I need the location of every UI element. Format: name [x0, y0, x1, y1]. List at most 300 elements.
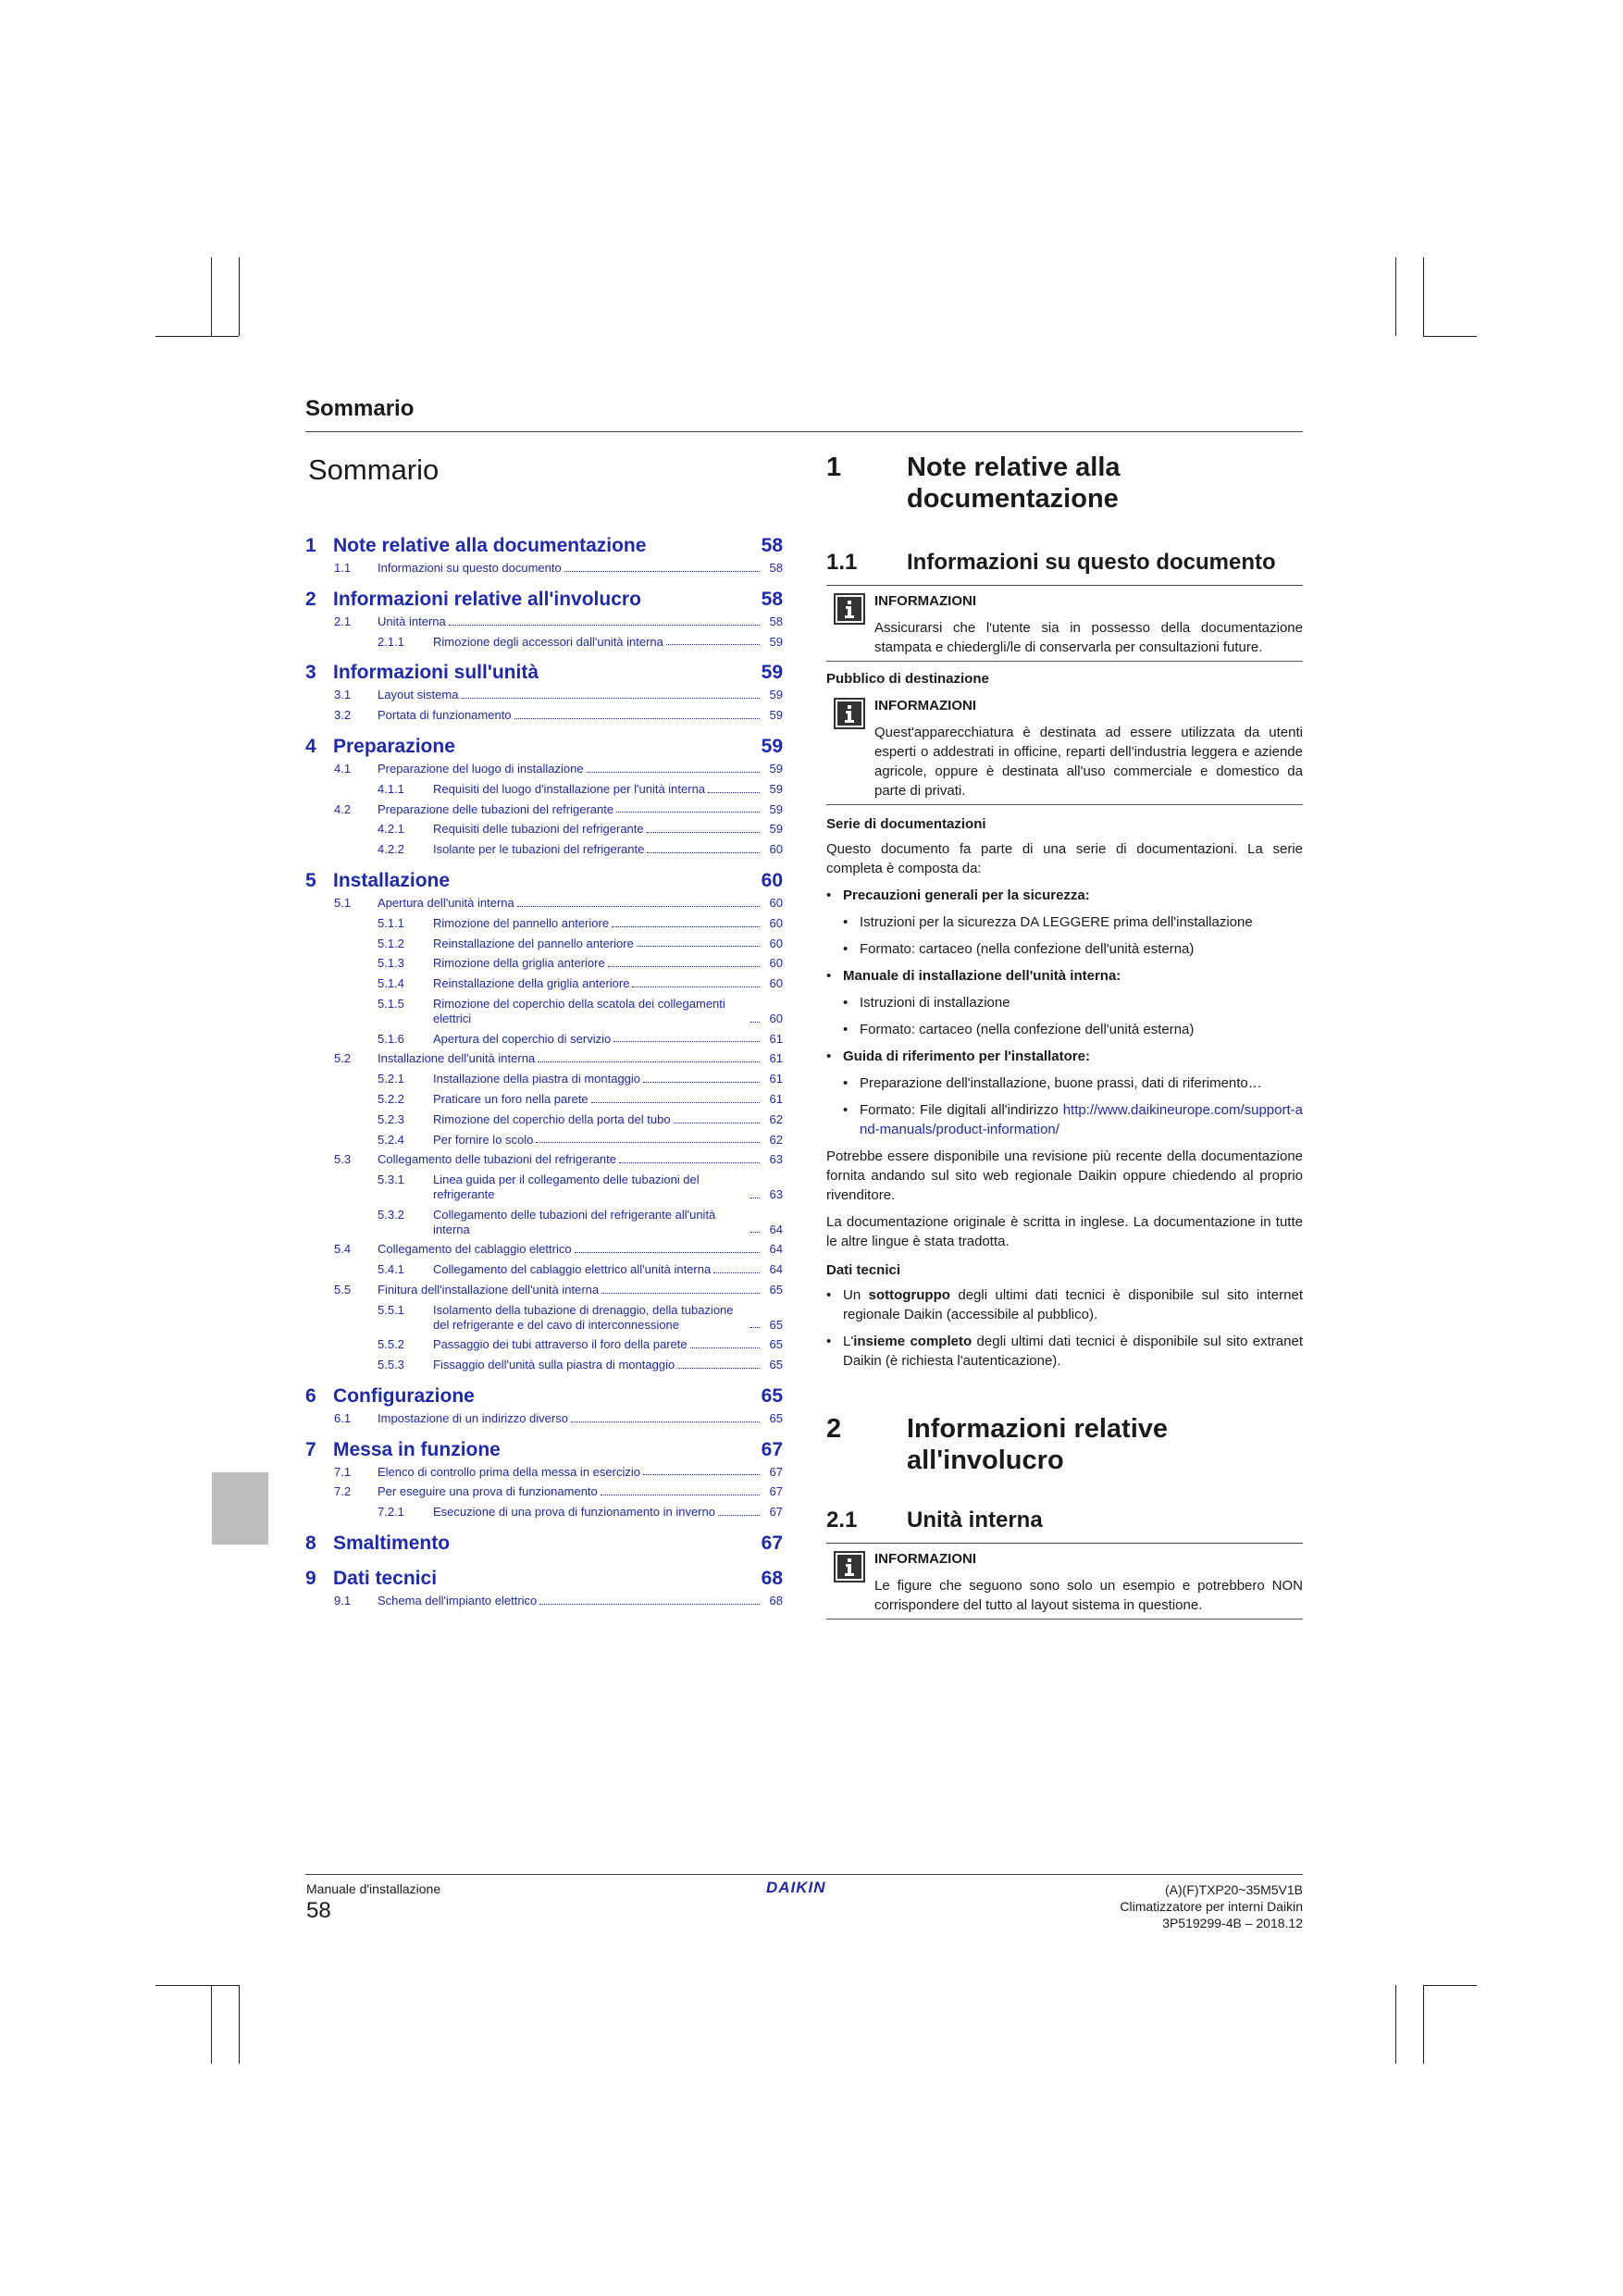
- toc-entry-number: 5.3: [334, 1152, 352, 1167]
- info-title: INFORMAZIONI: [874, 698, 976, 714]
- toc-chapter[interactable]: [305, 1385, 783, 1408]
- toc-leader: [643, 1082, 760, 1083]
- bullet-text: Formato: File digitali all'indirizzo: [860, 1102, 1063, 1118]
- bullet-item: • Formato: File digitali all'indirizzo http://www.daikineurope.com/support-and-manuals/product-information/: [843, 1102, 1303, 1137]
- header-rule: [305, 431, 1303, 432]
- section-title: Informazioni su questo documento: [907, 550, 1276, 575]
- bullet-item: • Formato: cartaceo (nella confezione dell'unità esterna): [843, 1020, 1303, 1039]
- subheading-dati: Dati tecnici: [826, 1262, 901, 1278]
- toc-leader: [750, 1232, 760, 1233]
- toc-entry-page: 58: [769, 561, 783, 575]
- bullet-item: • Manuale di installazione dell'unità interna:: [826, 966, 1303, 986]
- toc-entry-title: Impostazione di un indirizzo diverso: [378, 1410, 568, 1425]
- section-number: 1.1: [826, 550, 858, 575]
- toc-chapter-page: 58: [761, 588, 783, 610]
- toc-entry[interactable]: [305, 1072, 783, 1086]
- toc-entry[interactable]: [305, 1411, 783, 1426]
- toc-entry-number: 4.2.2: [378, 842, 404, 857]
- toc-entry-page: 59: [769, 801, 783, 816]
- crop-mark: [1423, 257, 1424, 336]
- bullet-text: Un: [843, 1287, 869, 1303]
- toc-chapter-page: 67: [761, 1533, 783, 1555]
- toc-entry-number: 5.2.2: [378, 1091, 404, 1106]
- toc-entry-page: 63: [769, 1186, 783, 1201]
- bullet-item: • Un sottogruppo degli ultimi dati tecnici è disponibile sul sito internet regionale Daikin (accessibile al pubblico).: [826, 1287, 1303, 1322]
- info-text: Le figure che seguono sono solo un esempio e potrebbero NON corrispondere del tutto al layout sistema in questione.: [874, 1578, 1303, 1613]
- toc-leader: [666, 644, 760, 645]
- toc-entry-title: Requisiti delle tubazioni del refrigerante: [433, 822, 644, 837]
- table-of-contents: [305, 535, 783, 1608]
- toc-entry-page: 60: [769, 936, 783, 950]
- toc-entry[interactable]: [305, 1358, 783, 1372]
- bullet-item: • L'insieme completo degli ultimi dati tecnici è disponibile sul sito extranet Daikin (è richiesta l'autenticazione).: [826, 1334, 1303, 1369]
- chapter-number: 1: [826, 453, 842, 482]
- toc-chapter-number: 8: [305, 1533, 316, 1555]
- info-icon: [834, 1551, 865, 1582]
- toc-entry-page: 68: [769, 1594, 783, 1608]
- toc-entry[interactable]: [305, 614, 783, 629]
- toc-entry-page: 65: [769, 1317, 783, 1332]
- toc-leader: [643, 1474, 760, 1475]
- toc-chapter[interactable]: [305, 1568, 783, 1590]
- toc-entry-title: Per fornire lo scolo: [433, 1132, 534, 1147]
- chapter-title-line: all'involucro: [907, 1446, 1064, 1475]
- info-box: [826, 593, 1303, 662]
- chapter-2-heading: [826, 1413, 1303, 1476]
- toc-chapter-number: 5: [305, 869, 316, 891]
- toc-entry-title: Schema dell'impianto elettrico: [378, 1594, 538, 1608]
- toc-entry-page: 65: [769, 1358, 783, 1372]
- toc-entry-number: 9.1: [334, 1594, 352, 1608]
- footer-manual-title: Manuale d'installazione: [306, 1881, 441, 1896]
- toc-leader: [536, 1142, 760, 1143]
- bullet-item: • Istruzioni per la sicurezza DA LEGGERE prima dell'installazione: [843, 912, 1303, 932]
- toc-entry[interactable]: [305, 1051, 783, 1066]
- toc-entry-title: Collegamento delle tubazioni del refrigerante all'unità interna: [433, 1207, 716, 1236]
- toc-entry[interactable]: [305, 842, 783, 857]
- crop-mark: [155, 336, 239, 337]
- toc-entry[interactable]: [305, 782, 783, 797]
- toc-entry-page: 62: [769, 1132, 783, 1147]
- toc-leader: [591, 1102, 760, 1103]
- toc-leader: [575, 1252, 760, 1253]
- toc-entry-number: 5.1.5: [378, 996, 404, 1011]
- toc-entry-page: 67: [769, 1484, 783, 1499]
- toc-entry[interactable]: [305, 1112, 783, 1127]
- toc-entry-title: Rimozione degli accessori dall'unità interna: [433, 634, 663, 649]
- toc-leader: [690, 1347, 760, 1348]
- toc-chapter-page: 58: [761, 535, 783, 556]
- toc-entry-title: Apertura del coperchio di servizio: [433, 1031, 612, 1046]
- toc-entry-page: 67: [769, 1464, 783, 1479]
- toc-chapter-page: 67: [761, 1438, 783, 1460]
- bullet-text: Istruzioni di installazione: [860, 995, 1010, 1011]
- toc-entry[interactable]: [305, 1505, 783, 1520]
- toc-entry[interactable]: [305, 561, 783, 576]
- toc-chapter[interactable]: [305, 662, 783, 684]
- toc-leader: [514, 718, 760, 719]
- toc-entry-title: Apertura dell'unità interna: [378, 895, 514, 910]
- toc-leader: [612, 926, 760, 927]
- toc-chapter-number: 2: [305, 588, 316, 610]
- bullet-item: • Guida di riferimento per l'installatore:: [826, 1047, 1303, 1066]
- crop-mark: [1395, 1985, 1396, 2064]
- section-1-1-heading: [826, 550, 1303, 576]
- toc-entry[interactable]: [305, 956, 783, 971]
- toc-entry[interactable]: [305, 1484, 783, 1499]
- toc-entry-page: 61: [769, 1031, 783, 1046]
- toc-entry-number: 5.2.4: [378, 1132, 404, 1147]
- toc-chapter-title: Note relative alla documentazione: [333, 535, 647, 556]
- toc-entry-page: 63: [769, 1152, 783, 1167]
- toc-entry[interactable]: [305, 937, 783, 951]
- toc-entry-number: 5.2.1: [378, 1072, 404, 1086]
- chapter-title-line: Note relative alla: [907, 453, 1121, 482]
- toc-entry[interactable]: [305, 635, 783, 650]
- toc-leader: [637, 946, 760, 947]
- bullet-item: • Istruzioni di installazione: [843, 993, 1303, 1012]
- toc-entry-number: 5.2: [334, 1051, 352, 1066]
- toc-entry-number: 1.1: [334, 561, 352, 575]
- bullet-item: • Formato: cartaceo (nella confezione dell'unità esterna): [843, 939, 1303, 959]
- toc-entry-title: Reinstallazione del pannello anteriore: [433, 936, 634, 950]
- bullet-text: degli ultimi dati tecnici è disponibile sul sito internet regionale Daikin (accessibile al pubblico).: [843, 1287, 1303, 1322]
- toc-entry-title: Fissaggio dell'unità sulla piastra di montaggio: [433, 1358, 675, 1372]
- toc-entry-number: 7.2: [334, 1484, 352, 1499]
- bullet-text: Formato: cartaceo (nella confezione dell'unità esterna): [860, 941, 1195, 957]
- toc-entry-page: 60: [769, 976, 783, 991]
- toc-entry-page: 62: [769, 1111, 783, 1126]
- toc-entry-number: 3.1: [334, 688, 352, 702]
- toc-chapter-page: 59: [761, 662, 783, 684]
- toc-entry[interactable]: [305, 896, 783, 911]
- crop-mark: [155, 1985, 239, 1986]
- toc-entry-title: Requisiti del luogo d'installazione per l'unità interna: [433, 781, 706, 796]
- toc-entry-page: 59: [769, 634, 783, 649]
- bullet-item: • Preparazione dell'installazione, buone prassi, dati di riferimento…: [843, 1074, 1303, 1093]
- bullet-item: • Precauzioni generali per la sicurezza:: [826, 886, 1303, 905]
- info-title: INFORMAZIONI: [874, 593, 976, 609]
- toc-leader: [587, 772, 760, 773]
- toc-chapter-page: 59: [761, 735, 783, 757]
- toc-entry-title: Esecuzione di una prova di funzionamento in inverno: [433, 1505, 715, 1520]
- toc-entry-title: Rimozione del coperchio della scatola dei collegamenti elettrici: [433, 996, 725, 1025]
- toc-entry[interactable]: [305, 916, 783, 931]
- chapter-number: 2: [826, 1414, 842, 1444]
- toc-chapter-title: Installazione: [333, 869, 451, 891]
- toc-leader: [608, 966, 760, 967]
- toc-chapter-page: 65: [761, 1384, 783, 1407]
- toc-entry-title: Finitura dell'installazione dell'unità interna: [378, 1282, 600, 1297]
- footer-model-block: [1120, 1881, 1303, 1931]
- toc-entry-number: 4.2: [334, 801, 352, 816]
- info-box: [826, 1551, 1303, 1620]
- toc-chapter-number: 7: [305, 1438, 316, 1460]
- toc-leader: [718, 1515, 760, 1516]
- toc-entry-title: Rimozione del pannello anteriore: [433, 915, 610, 930]
- toc-entry[interactable]: [305, 1283, 783, 1297]
- toc-entry[interactable]: [305, 1337, 783, 1352]
- toc-entry-number: 4.1: [334, 761, 352, 776]
- crop-mark: [239, 257, 240, 336]
- toc-entry-page: 60: [769, 842, 783, 857]
- toc-entry-title: Installazione della piastra di montaggio: [433, 1072, 641, 1086]
- toc-entry-title: Preparazione delle tubazioni del refrigerante: [378, 801, 614, 816]
- toc-entry-title: Unità interna: [378, 614, 446, 628]
- toc-entry-title: Installazione dell'unità interna: [378, 1051, 536, 1066]
- toc-entry[interactable]: [305, 762, 783, 776]
- toc-entry-title: Informazioni su questo documento: [378, 561, 562, 575]
- toc-entry-number: 7.2.1: [378, 1505, 404, 1520]
- toc-leader: [647, 832, 760, 833]
- crop-mark: [1423, 1985, 1477, 1986]
- toc-entry-title: Praticare un foro nella parete: [433, 1091, 588, 1106]
- toc-entry-number: 5.2.3: [378, 1111, 404, 1126]
- toc-leader: [538, 1061, 760, 1062]
- toc-entry-page: 64: [769, 1242, 783, 1257]
- toc-entry-page: 59: [769, 822, 783, 837]
- running-header: Sommario: [305, 396, 415, 421]
- info-text: Quest'apparecchiatura è destinata ad essere utilizzata da utenti esperti o addestrati in officine, reparti dell'industria leggera e aziende agricole, oppure è destinata all'uso commerciale e domestico da parte di privati.: [874, 725, 1303, 799]
- toc-entry-title: Collegamento del cablaggio elettrico all'unità interna: [433, 1262, 712, 1277]
- footer-code: 3P519299-4B – 2018.12: [1162, 1916, 1303, 1930]
- info-icon: [834, 698, 865, 729]
- toc-entry[interactable]: [305, 1173, 783, 1202]
- toc-chapter[interactable]: [305, 1533, 783, 1555]
- toc-leader: [517, 906, 760, 907]
- toc-entry-title: Isolamento della tubazione di drenaggio, della tubazione del refrigerante e del cavo di interconnessione: [433, 1302, 734, 1332]
- toc-chapter-title: Informazioni relative all'involucro: [333, 588, 641, 610]
- toc-leader: [619, 1162, 760, 1163]
- section-number: 2.1: [826, 1508, 858, 1533]
- right-column: [826, 452, 1303, 1620]
- toc-entry-number: 5.1.6: [378, 1031, 404, 1046]
- toc-leader: [750, 1022, 760, 1023]
- toc-chapter-page: 68: [761, 1568, 783, 1590]
- footer-rule: [305, 1874, 1303, 1875]
- toc-chapter-title: Messa in funzione: [333, 1438, 501, 1460]
- subheading-pubblico: Pubblico di destinazione: [826, 671, 989, 687]
- toc-entry-number: 5.1.4: [378, 976, 404, 991]
- paragraph: Questo documento fa parte di una serie di documentazioni. La serie completa è composta da:: [826, 841, 1303, 876]
- toc-leader: [564, 571, 760, 572]
- toc-entry-title: Portata di funzionamento: [378, 708, 512, 723]
- crop-mark: [239, 1985, 240, 2064]
- toc-leader: [713, 1272, 760, 1273]
- toc-chapter-title: Configurazione: [333, 1384, 475, 1407]
- toc-entry-number: 5.3.1: [378, 1173, 404, 1187]
- toc-chapter-number: 4: [305, 735, 316, 757]
- toc-chapter-title: Informazioni sull'unità: [333, 662, 539, 684]
- toc-entry-number: 5.3.2: [378, 1207, 404, 1222]
- toc-entry[interactable]: [305, 976, 783, 991]
- bullet-text: Formato: cartaceo (nella confezione dell'unità esterna): [860, 1022, 1195, 1037]
- info-title: INFORMAZIONI: [874, 1551, 976, 1567]
- toc-leader: [708, 792, 760, 793]
- toc-entry-page: 65: [769, 1410, 783, 1425]
- toc-entry[interactable]: [305, 822, 783, 837]
- toc-entry-title: Per eseguire una prova di funzionamento: [378, 1484, 598, 1499]
- toc-entry-title: Passaggio dei tubi attraverso il foro della parete: [433, 1337, 688, 1352]
- crop-mark: [1423, 336, 1477, 337]
- toc-entry-title: Rimozione del coperchio della porta del tubo: [433, 1111, 671, 1126]
- toc-entry-page: 61: [769, 1051, 783, 1066]
- footer-desc: Climatizzatore per interni Daikin: [1120, 1899, 1303, 1914]
- toc-leader: [613, 1041, 760, 1042]
- crop-mark: [211, 257, 212, 336]
- toc-chapter-page: 60: [761, 869, 783, 891]
- toc-entry[interactable]: [305, 1303, 783, 1333]
- toc-entry-number: 5.1: [334, 895, 352, 910]
- toc-leader: [539, 1604, 760, 1605]
- info-text: Assicurarsi che l'utente sia in possesso della documentazione stampata e chiedergli/le di conservarla per consultazioni future.: [874, 620, 1303, 655]
- toc-entry-page: 64: [769, 1262, 783, 1277]
- toc-leader: [601, 1495, 760, 1496]
- toc-entry-number: 5.4: [334, 1242, 352, 1257]
- toc-entry-number: 5.1.3: [378, 956, 404, 971]
- toc-chapter-title: Preparazione: [333, 735, 455, 757]
- toc-entry-page: 60: [769, 915, 783, 930]
- toc-chapter-number: 9: [305, 1568, 316, 1590]
- toc-entry-title: Reinstallazione della griglia anteriore: [433, 976, 630, 991]
- bullet-text: Manuale di installazione dell'unità interna:: [843, 968, 1121, 984]
- toc-entry-number: 4.2.1: [378, 822, 404, 837]
- toc-entry-page: 65: [769, 1337, 783, 1352]
- toc-entry-page: 59: [769, 761, 783, 776]
- toc-entry[interactable]: [305, 1465, 783, 1480]
- toc-leader: [647, 852, 760, 853]
- toc-chapter[interactable]: [305, 870, 783, 892]
- toc-entry-page: 59: [769, 688, 783, 702]
- toc-chapter[interactable]: [305, 589, 783, 611]
- toc-entry-page: 65: [769, 1282, 783, 1297]
- toc-entry[interactable]: [305, 1594, 783, 1608]
- toc-entry-page: 61: [769, 1072, 783, 1086]
- footer-model: (A)(F)TXP20~35M5V1B: [1165, 1882, 1303, 1897]
- toc-entry-number: 7.1: [334, 1464, 352, 1479]
- toc-leader: [571, 1421, 760, 1422]
- toc-entry[interactable]: [305, 802, 783, 817]
- toc-entry-title: Linea guida per il collegamento delle tubazioni del refrigerante: [433, 1173, 700, 1201]
- toc-entry-page: 64: [769, 1222, 783, 1236]
- toc-entry-title: Isolante per le tubazioni del refrigerante: [433, 842, 645, 857]
- toc-leader: [449, 625, 760, 626]
- toc-entry-page: 58: [769, 614, 783, 628]
- toc-entry-title: Elenco di controllo prima della messa in esercizio: [378, 1464, 640, 1479]
- toc-entry-page: 60: [769, 1011, 783, 1025]
- bullet-text: Istruzioni per la sicurezza DA LEGGERE prima dell'installazione: [860, 914, 1253, 930]
- toc-entry-number: 5.5.1: [378, 1302, 404, 1317]
- toc-entry-title: Collegamento del cablaggio elettrico: [378, 1242, 572, 1257]
- bullet-bold: sottogruppo: [868, 1287, 950, 1303]
- info-icon: [834, 593, 865, 625]
- toc-entry[interactable]: [305, 688, 783, 702]
- toc-leader: [601, 1293, 760, 1294]
- section-rule: [826, 1543, 1303, 1544]
- toc-chapter[interactable]: [305, 736, 783, 758]
- toc-entry[interactable]: [305, 708, 783, 723]
- toc-entry[interactable]: [305, 1242, 783, 1257]
- section-rule: [826, 585, 1303, 586]
- bullet-bold: insieme completo: [853, 1334, 973, 1349]
- toc-entry-page: 67: [769, 1505, 783, 1520]
- toc-entry-page: 59: [769, 781, 783, 796]
- toc-leader: [461, 698, 760, 699]
- chapter-title-line: documentazione: [907, 484, 1119, 514]
- toc-entry[interactable]: [305, 1208, 783, 1237]
- toc-entry-number: 5.1.2: [378, 936, 404, 950]
- toc-entry-title: Collegamento delle tubazioni del refrigerante: [378, 1152, 616, 1167]
- toc-chapter-title: Dati tecnici: [333, 1568, 438, 1590]
- toc-entry-number: 5.5.2: [378, 1337, 404, 1352]
- toc-entry-number: 5.5: [334, 1282, 352, 1297]
- toc-entry-title: Rimozione della griglia anteriore: [433, 956, 605, 971]
- paragraph: La documentazione originale è scritta in inglese. La documentazione in tutte le altre lingue è stata tradotta.: [826, 1214, 1303, 1249]
- toc-leader: [616, 812, 760, 813]
- chapter-title-line: Informazioni relative: [907, 1414, 1169, 1444]
- crop-mark: [1395, 257, 1396, 336]
- toc-entry-title: Layout sistema: [378, 688, 459, 702]
- thumb-tab: [212, 1472, 268, 1545]
- toc-entry[interactable]: [305, 1032, 783, 1047]
- toc-entry-number: 5.1.1: [378, 915, 404, 930]
- toc-entry[interactable]: [305, 1092, 783, 1107]
- section-2-1-heading: [826, 1508, 1303, 1533]
- toc-entry-number: 5.5.3: [378, 1358, 404, 1372]
- bullet-text: Precauzioni generali per la sicurezza:: [843, 887, 1090, 903]
- bullet-text: L': [843, 1334, 854, 1349]
- toc-leader: [677, 1368, 760, 1369]
- toc-chapter-title: Smaltimento: [333, 1533, 451, 1555]
- toc-chapter[interactable]: [305, 535, 783, 557]
- toc-entry[interactable]: [305, 1133, 783, 1148]
- toc-entry[interactable]: [305, 1152, 783, 1167]
- toc-entry-page: 60: [769, 895, 783, 910]
- toc-entry-number: 6.1: [334, 1410, 352, 1425]
- toc-entry-number: 3.2: [334, 708, 352, 723]
- toc-entry-number: 2.1: [334, 614, 352, 628]
- paragraph: Potrebbe essere disponibile una revisione più recente della documentazione fornita andando sul sito web regionale Daikin oppure chiedendo al proprio rivenditore.: [826, 1148, 1303, 1203]
- toc-entry-number: 2.1.1: [378, 634, 404, 649]
- toc-entry[interactable]: [305, 1262, 783, 1277]
- toc-title: Sommario: [308, 453, 440, 486]
- toc-chapter-number: 3: [305, 662, 316, 684]
- toc-entry-page: 60: [769, 956, 783, 971]
- toc-leader: [750, 1327, 760, 1328]
- crop-mark: [211, 1985, 212, 2064]
- bullet-text: Preparazione dell'installazione, buone prassi, dati di riferimento…: [860, 1075, 1262, 1091]
- bullet-text: degli ultimi dati tecnici è disponibile sul sito extranet Daikin (è richiesta l'autenticazione).: [843, 1334, 1303, 1369]
- daikin-logo: DAIKIN: [766, 1879, 826, 1896]
- toc-entry-number: 5.4.1: [378, 1262, 404, 1277]
- toc-entry-page: 59: [769, 708, 783, 723]
- toc-entry-page: 61: [769, 1091, 783, 1106]
- toc-chapter-number: 6: [305, 1384, 316, 1407]
- section-title: Unità interna: [907, 1508, 1043, 1533]
- info-box: [826, 698, 1303, 805]
- subheading-serie: Serie di documentazioni: [826, 816, 986, 832]
- bullet-text: Guida di riferimento per l'installatore:: [843, 1049, 1090, 1064]
- page-number: 58: [306, 1898, 331, 1923]
- toc-chapter-number: 1: [305, 535, 316, 556]
- toc-entry-number: 4.1.1: [378, 781, 404, 796]
- toc-chapter[interactable]: [305, 1439, 783, 1461]
- toc-entry[interactable]: [305, 997, 783, 1026]
- toc-entry-title: Preparazione del luogo di installazione: [378, 761, 584, 776]
- chapter-1-heading: [826, 452, 1303, 515]
- crop-mark: [1423, 1985, 1424, 2064]
- url-link[interactable]: http://www.daikineurope.com/support-and-manuals/product-information/: [860, 1102, 1303, 1137]
